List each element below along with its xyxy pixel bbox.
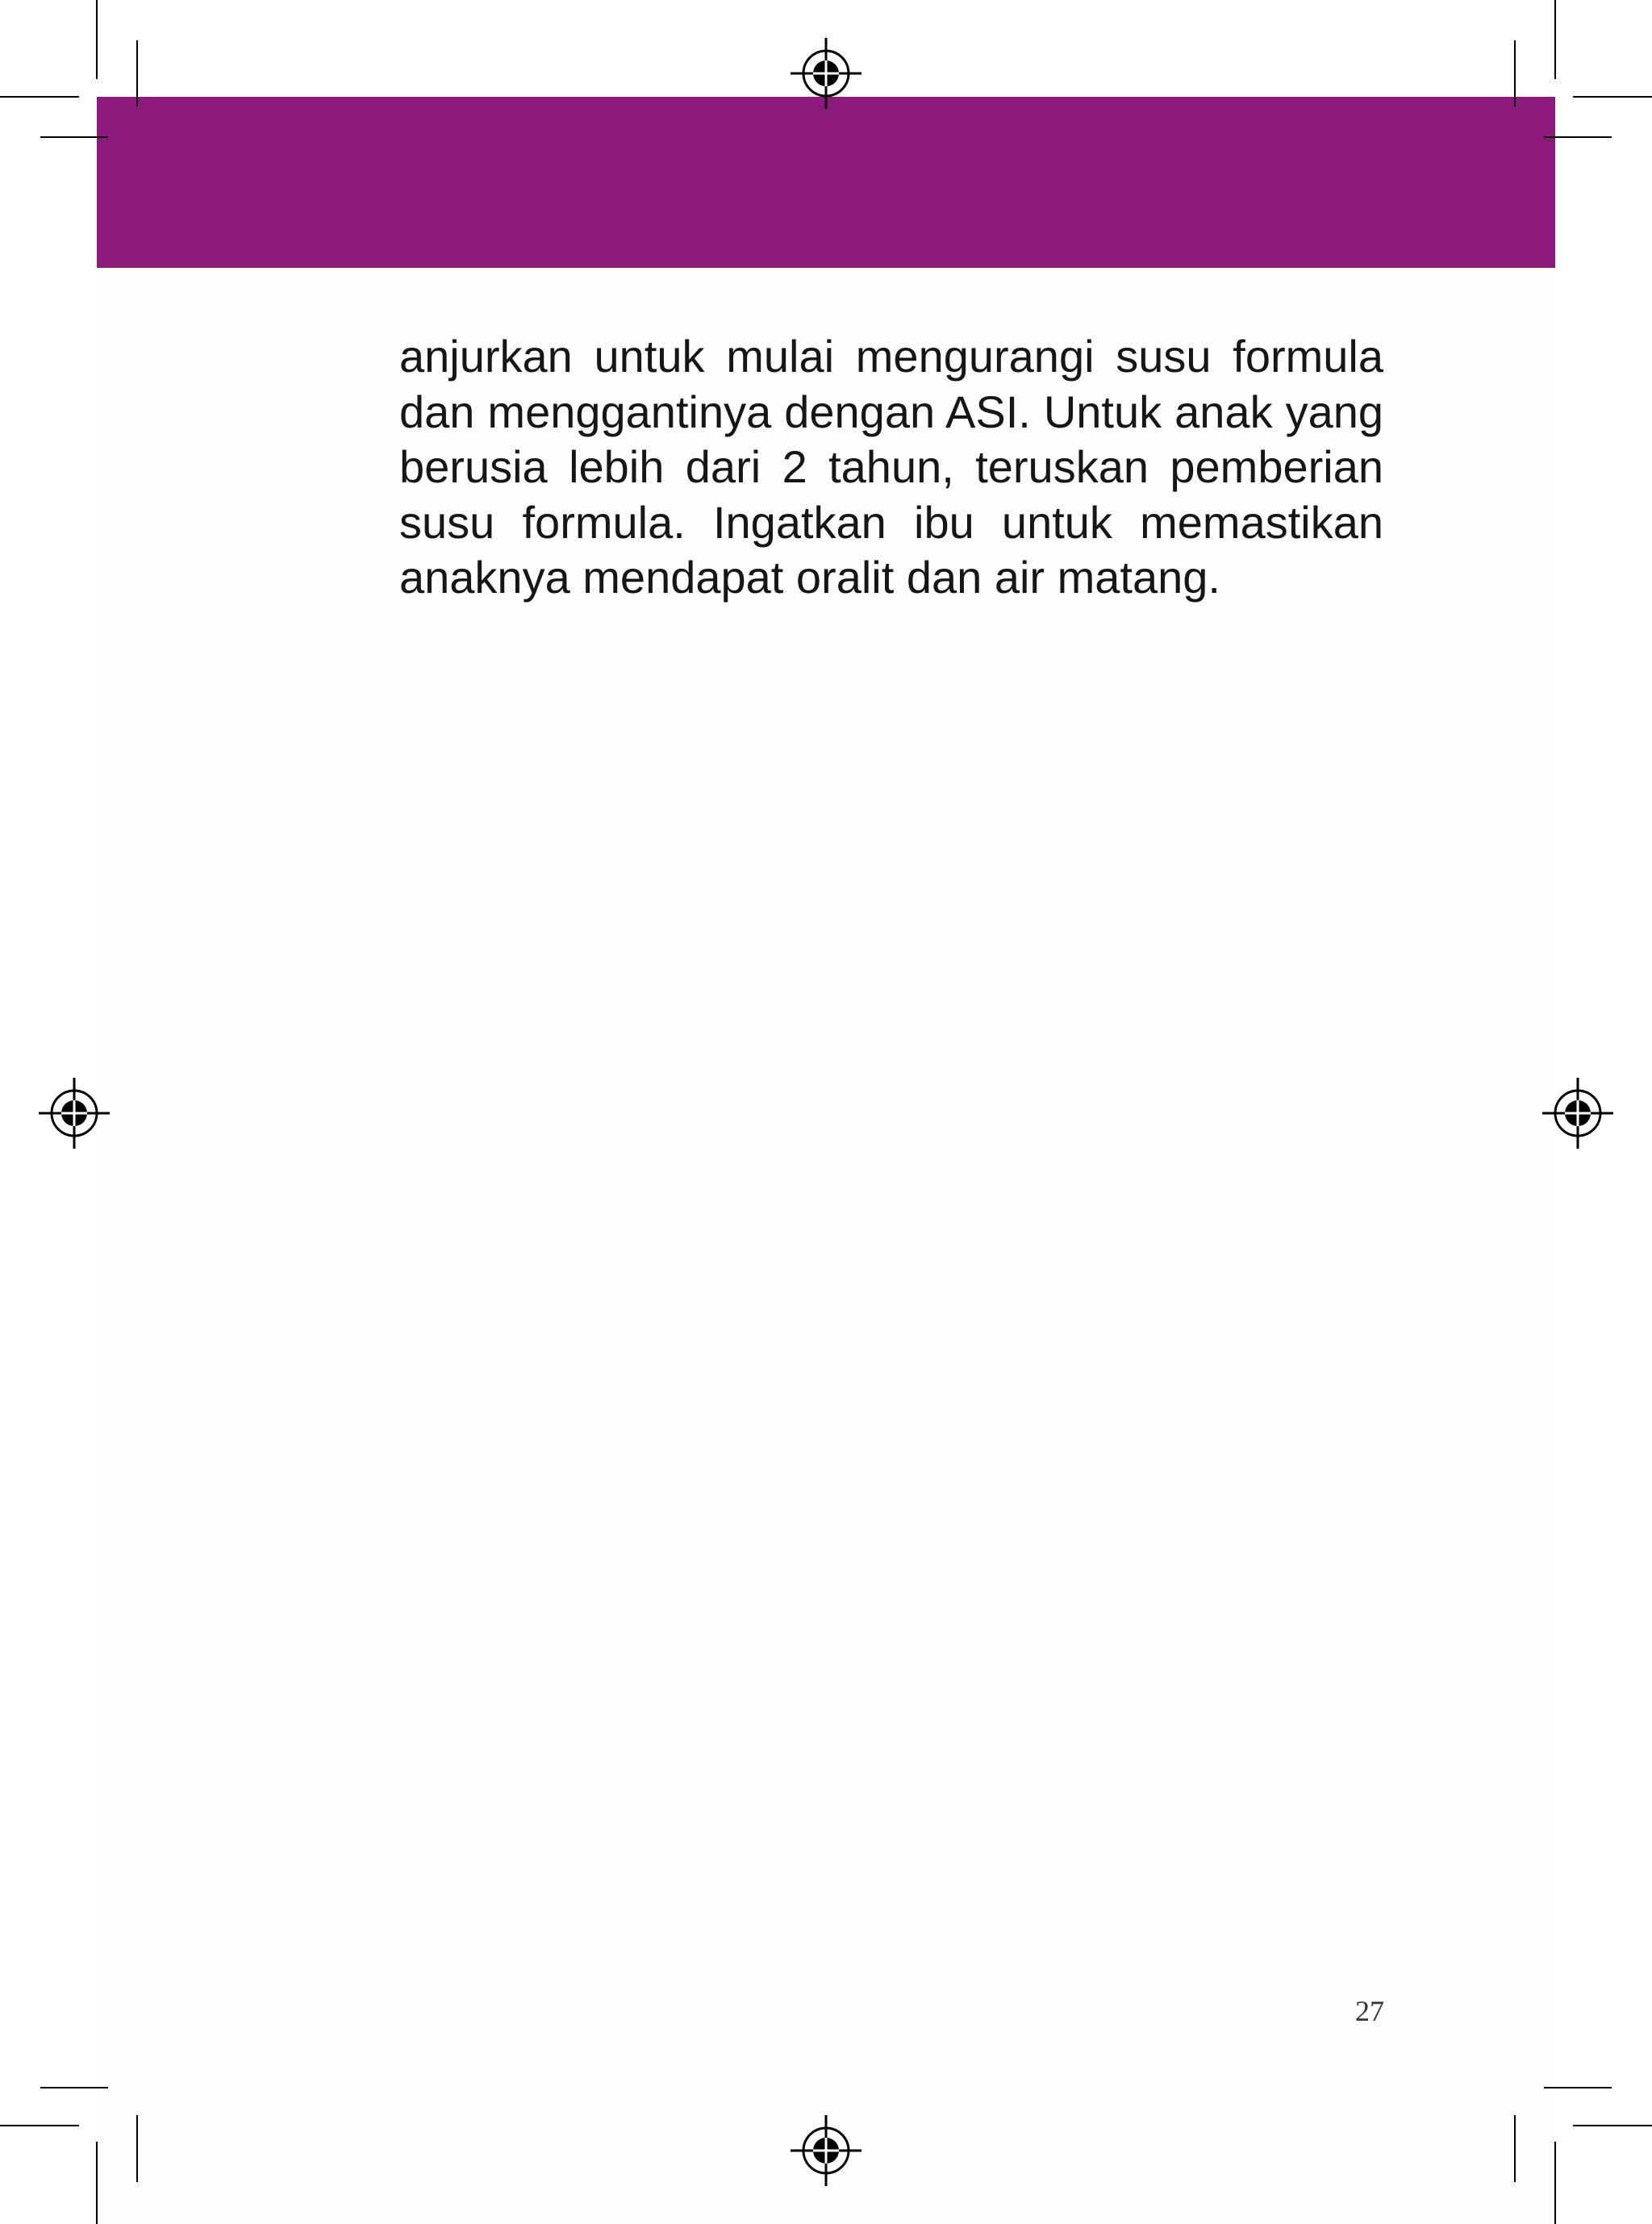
registration-mark-icon bbox=[1542, 1078, 1613, 1149]
crop-mark-icon bbox=[1515, 0, 1652, 137]
page-number: 27 bbox=[1355, 1995, 1384, 2027]
crop-mark-icon bbox=[1515, 2088, 1652, 2224]
registration-mark-icon bbox=[39, 1078, 110, 1149]
crop-mark-icon bbox=[0, 2088, 137, 2224]
body-paragraph: anjurkan untuk mulai mengurangi susu formula dan menggantinya dengan ASI. Untuk anak yang berusia lebih dari 2 tahun, teruskan pemberian susu formula. Ingatkan ibu untuk memastikan anaknya mendapat oralit dan air matang. bbox=[399, 331, 1383, 603]
registration-mark-icon bbox=[791, 2115, 861, 2186]
crop-mark-icon bbox=[0, 0, 137, 137]
registration-mark-icon bbox=[791, 38, 861, 109]
